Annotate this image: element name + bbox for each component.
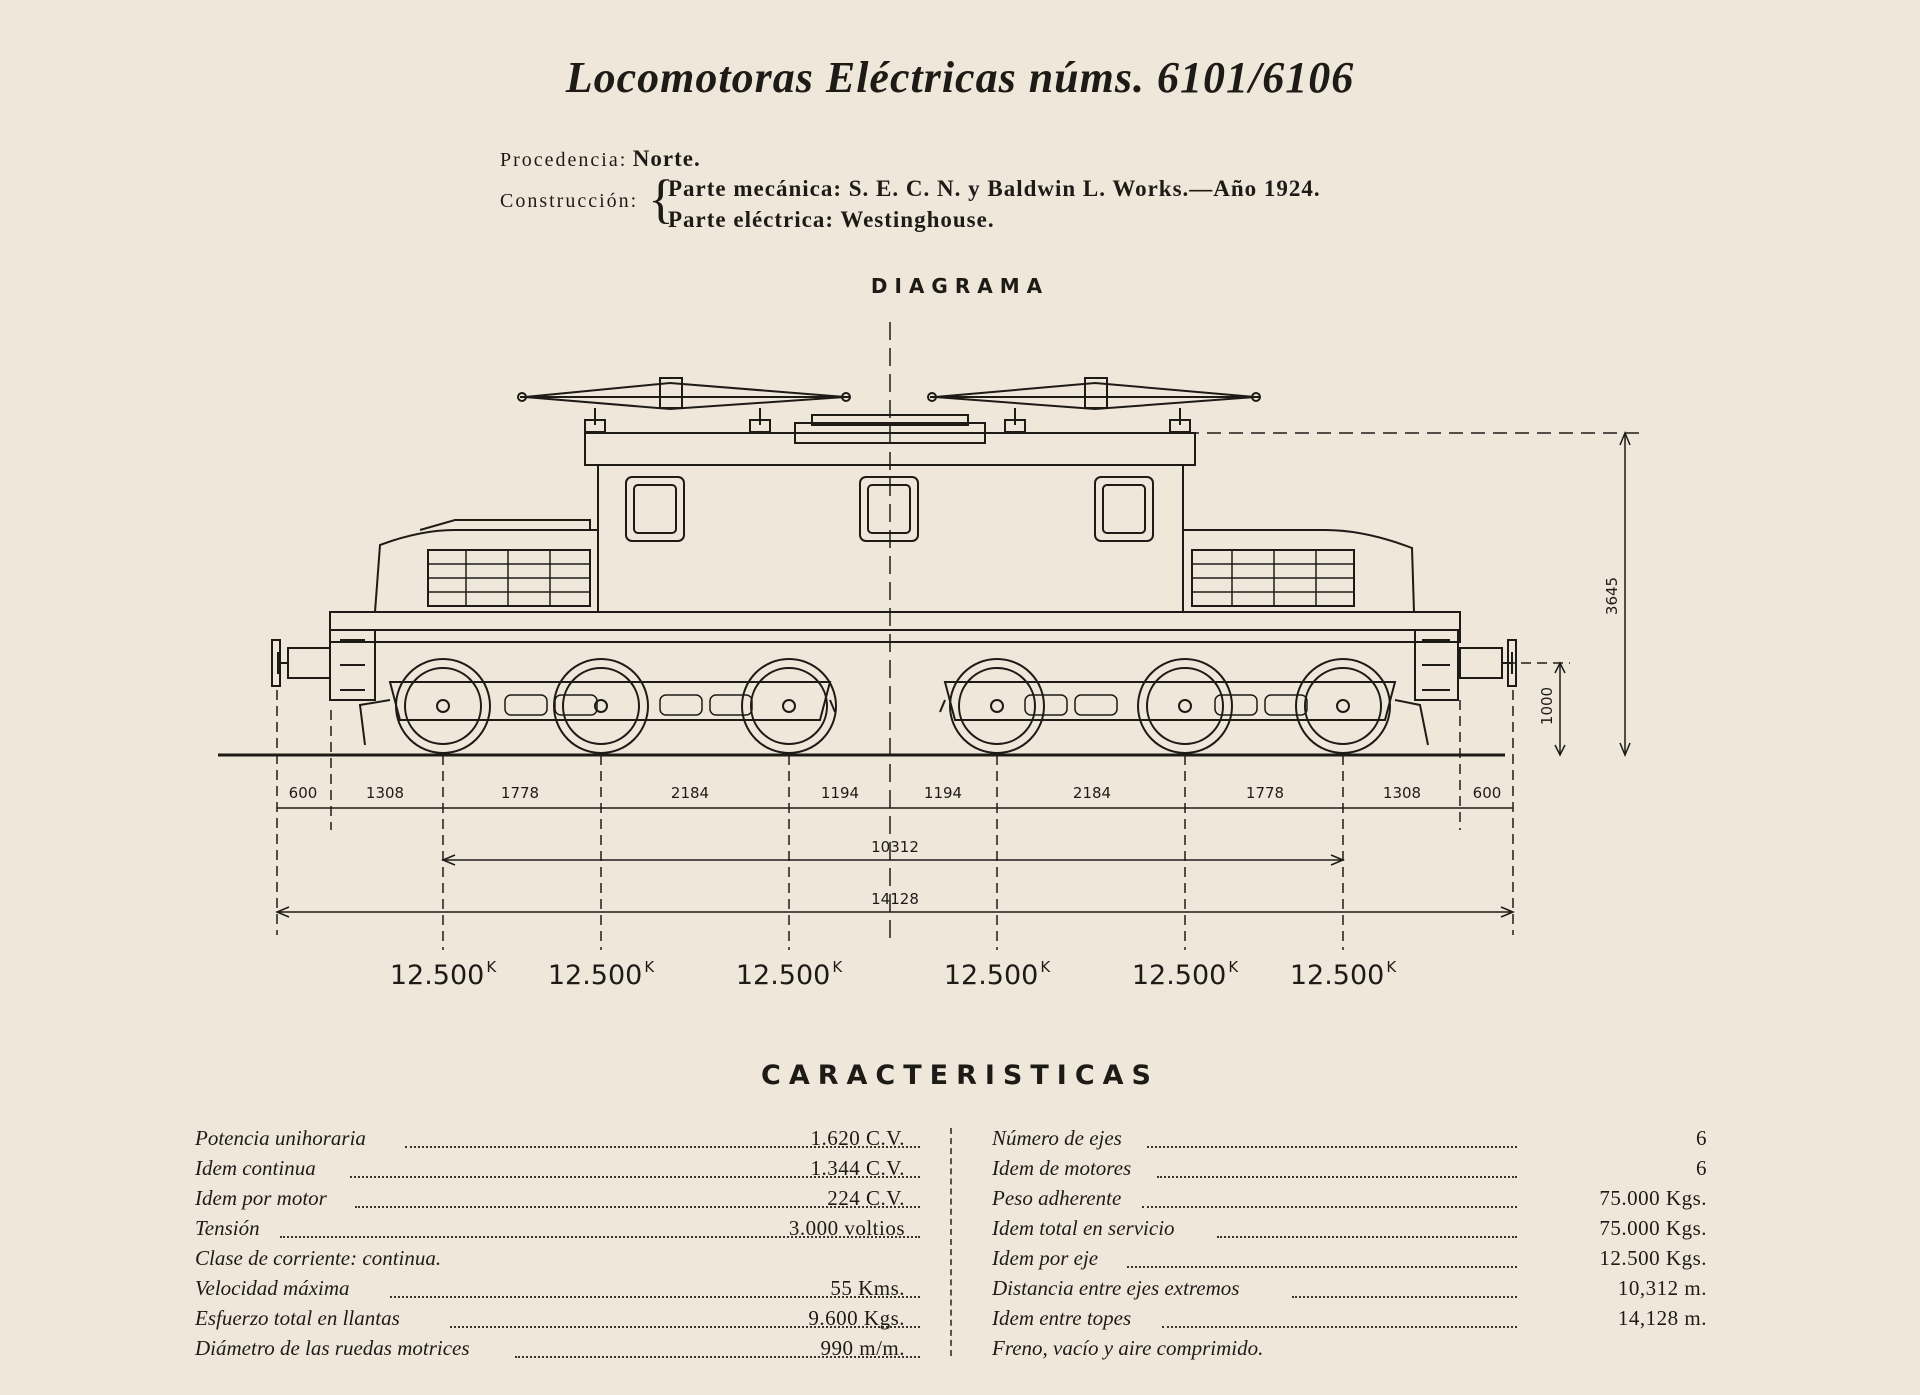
dim-spacing-10: 600	[1472, 784, 1502, 802]
dim-spacing-4: 2184	[670, 784, 710, 802]
spec-row	[992, 1126, 1707, 1156]
dim-spacing-2: 1308	[365, 784, 405, 802]
spec-label: Idem por eje	[992, 1246, 1099, 1270]
spec-label: Tensión	[195, 1216, 260, 1240]
spec-label: Clase de corriente: continua.	[195, 1246, 442, 1270]
spec-label: Idem entre topes	[992, 1306, 1132, 1330]
spec-row	[992, 1306, 1707, 1336]
spec-row	[195, 1126, 905, 1156]
spec-label: Esfuerzo total en llantas	[195, 1306, 400, 1330]
spec-row	[195, 1306, 905, 1336]
spec-value: 990 m/m.	[820, 1336, 905, 1360]
axle-load-5: 12.500 $^K$	[1131, 958, 1239, 991]
axle-load-1: 12.500 $^K$	[389, 958, 497, 991]
spec-label: Velocidad máxima	[195, 1276, 350, 1300]
spec-value: 3.000 voltios	[788, 1216, 905, 1240]
dim-spacing-7: 2184	[1072, 784, 1112, 802]
diagram-heading: DIAGRAMA	[870, 274, 1050, 298]
spec-row	[992, 1246, 1707, 1276]
dim-spacing-6: 1194	[923, 784, 963, 802]
dim-spacing-1: 600	[288, 784, 318, 802]
spec-value: 12.500 Kgs.	[1599, 1246, 1707, 1270]
column-divider	[950, 1128, 952, 1356]
spec-value: 6	[1696, 1156, 1707, 1180]
spec-row	[195, 1156, 905, 1186]
construccion-label: Construcción:	[500, 190, 639, 212]
spec-value: 1.620 C.V.	[810, 1126, 905, 1150]
dim-spacing-9: 1308	[1382, 784, 1422, 802]
spec-row	[195, 1276, 905, 1306]
spec-label: Distancia entre ejes extremos	[992, 1276, 1240, 1300]
spec-value: 55 Kms.	[830, 1276, 905, 1300]
spec-value: 10,312 m.	[1617, 1276, 1707, 1300]
dim-spacing-3: 1778	[500, 784, 540, 802]
dim-spacing-8: 1778	[1245, 784, 1285, 802]
dim-height-total: 3645	[1603, 576, 1621, 616]
spec-label: Número de ejes	[992, 1126, 1122, 1150]
spec-value: 1.344 C.V.	[810, 1156, 905, 1180]
axle-load-4: 12.500 $^K$	[943, 958, 1051, 991]
spec-label: Idem continua	[195, 1156, 316, 1180]
bogie-left	[390, 682, 830, 720]
underframe	[330, 612, 1460, 630]
spec-label: Diámetro de las ruedas motrices	[195, 1336, 470, 1360]
spec-value: 14,128 m.	[1617, 1306, 1707, 1330]
spec-label: Idem de motores	[992, 1156, 1132, 1180]
spec-row	[992, 1186, 1707, 1216]
spec-label: Freno, vacío y aire comprimido.	[992, 1336, 1264, 1360]
brace-glyph: {	[648, 169, 674, 229]
spec-row	[992, 1336, 1707, 1366]
spec-value: 224 C.V.	[827, 1186, 905, 1210]
specs-right	[992, 1126, 1707, 1366]
spec-row	[195, 1216, 905, 1246]
dim-buffer-height: 1000	[1538, 686, 1556, 726]
axle-load-2: 12.500 $^K$	[547, 958, 655, 991]
hood-left	[375, 530, 598, 612]
spec-row	[195, 1336, 905, 1366]
spec-value: 75.000 Kgs.	[1599, 1216, 1707, 1240]
spec-row	[992, 1156, 1707, 1186]
construccion-line-2: Parte eléctrica: Westinghouse.	[668, 207, 995, 232]
characteristics-heading: CARACTERISTICAS	[761, 1060, 1159, 1091]
spec-label: Idem por motor	[195, 1186, 327, 1210]
spec-value: 6	[1696, 1126, 1707, 1150]
procedencia-label: Procedencia:	[500, 149, 628, 171]
page-title: Locomotoras Eléctricas núms. 6101/6106	[565, 53, 1355, 102]
spec-value: 9.600 Kgs.	[808, 1306, 905, 1330]
axle-load-6: 12.500 $^K$	[1289, 958, 1397, 991]
dim-overall-length: 14128	[871, 890, 919, 908]
axle-load-3: 12.500 $^K$	[735, 958, 843, 991]
hood-right	[1183, 530, 1414, 612]
buffer-left	[272, 640, 330, 686]
spec-row	[992, 1276, 1707, 1306]
spec-label: Potencia unihoraria	[195, 1126, 366, 1150]
wheels	[396, 659, 1390, 753]
spec-row	[992, 1216, 1707, 1246]
spec-label: Idem total en servicio	[992, 1216, 1175, 1240]
bogie-right	[945, 682, 1395, 720]
procedencia-value: Norte.	[632, 146, 701, 171]
dim-spacing-5: 1194	[820, 784, 860, 802]
spec-value: 75.000 Kgs.	[1599, 1186, 1707, 1210]
spec-row	[195, 1186, 905, 1216]
dim-wheelbase: 10312	[871, 838, 919, 856]
spec-row	[195, 1246, 905, 1276]
spec-label: Peso adherente	[992, 1186, 1122, 1210]
construccion-line-1: Parte mecánica: S. E. C. N. y Baldwin L. Works.—Año 1924.	[668, 176, 1321, 201]
specs-left	[195, 1126, 905, 1366]
